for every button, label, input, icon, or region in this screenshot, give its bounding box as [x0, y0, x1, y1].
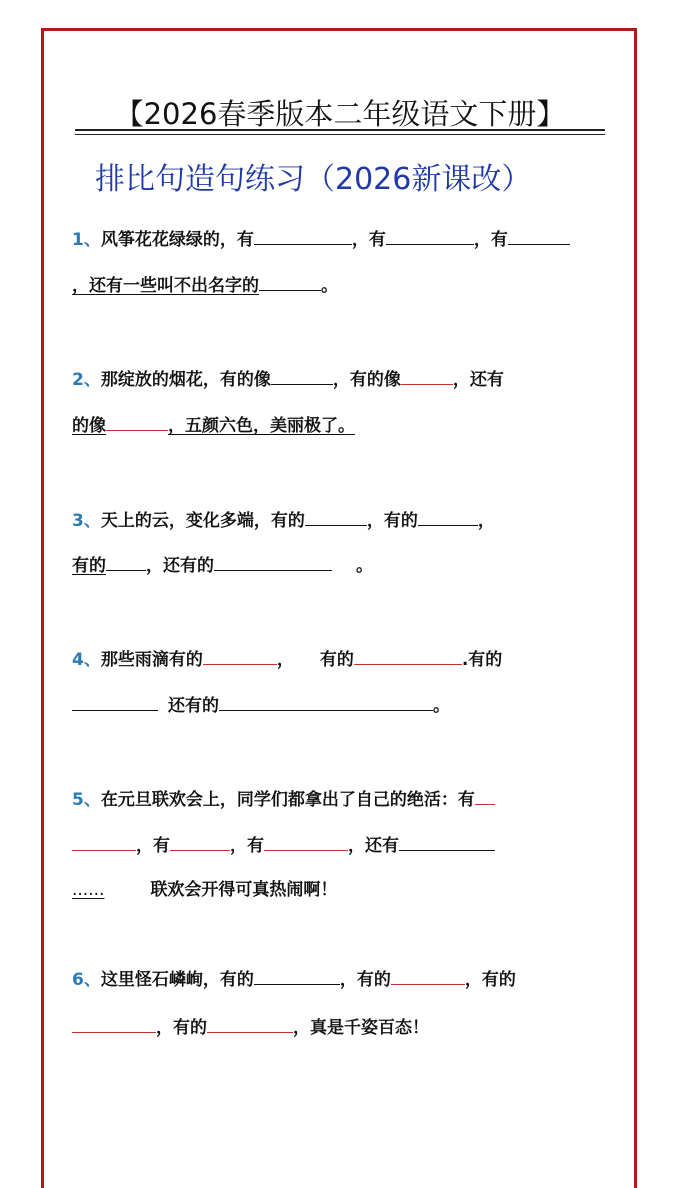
answer-blank[interactable]	[203, 646, 277, 665]
question-text: ，还有	[348, 836, 399, 856]
answer-blank[interactable]	[401, 366, 453, 385]
question-text: 。	[433, 696, 450, 716]
question-text: ，	[276, 650, 294, 670]
answer-blank[interactable]	[106, 552, 146, 571]
question-text: ，	[477, 511, 495, 531]
answer-blank[interactable]	[214, 552, 332, 571]
question-separator: 、	[83, 650, 101, 670]
question-number: 1	[72, 230, 84, 250]
question-text: 的像	[72, 416, 106, 436]
answer-blank[interactable]	[475, 786, 495, 805]
question-text: ，五颜六色，美丽极了。	[168, 416, 355, 436]
question-3-line-2	[72, 552, 373, 578]
question-5-line-1	[72, 786, 495, 812]
answer-blank[interactable]	[259, 272, 321, 291]
question-text: 在元旦联欢会上，同学们都拿出了自己的绝活：有	[100, 790, 475, 810]
title-double-rule-top	[75, 129, 605, 131]
answer-blank[interactable]	[305, 507, 367, 526]
answer-blank[interactable]	[399, 832, 495, 851]
question-text: ，还有	[452, 370, 504, 390]
question-2-line-1	[72, 366, 504, 392]
question-6-line-1	[72, 966, 516, 992]
question-separator: 、	[83, 511, 101, 531]
question-separator: 、	[83, 790, 101, 810]
question-text: ，还有一些叫不出名字的	[72, 276, 259, 296]
question-text: ，真是千姿百态！	[293, 1018, 429, 1038]
page-title: 【2026春季版本二年级语文下册】	[114, 97, 566, 131]
answer-blank[interactable]	[254, 966, 340, 985]
question-5-line-2	[72, 832, 495, 858]
answer-blank[interactable]	[264, 832, 348, 851]
question-1-line-2	[72, 272, 338, 298]
question-3-line-1	[72, 507, 495, 533]
question-text: ，有的	[339, 970, 391, 990]
title-double-rule-bottom	[75, 134, 605, 135]
question-text: 联欢会开得可真热闹啊！	[150, 880, 338, 900]
question-text: 有的	[72, 556, 106, 576]
question-number: 5	[72, 790, 84, 810]
question-text: ，有的	[366, 511, 418, 531]
answer-blank[interactable]	[219, 692, 433, 711]
question-separator: 、	[83, 970, 101, 990]
question-number: 2	[72, 370, 84, 390]
answer-blank[interactable]	[72, 832, 136, 851]
question-6-line-2	[72, 1014, 429, 1040]
answer-blank[interactable]	[72, 692, 158, 711]
question-text: 那绽放的烟花，有的像	[100, 370, 271, 390]
answer-blank[interactable]	[386, 226, 474, 245]
question-text: ......	[72, 880, 105, 900]
question-text: 有的	[319, 650, 354, 670]
question-text: 。	[356, 556, 373, 576]
question-number: 6	[72, 970, 84, 990]
question-4-line-1	[72, 646, 502, 672]
question-text: ，有的	[156, 1018, 207, 1038]
answer-blank[interactable]	[508, 226, 570, 245]
answer-blank[interactable]	[271, 366, 333, 385]
answer-blank[interactable]	[170, 832, 230, 851]
question-text: 。	[321, 276, 338, 296]
question-2-line-2	[72, 412, 355, 438]
answer-blank[interactable]	[106, 412, 168, 431]
page-subtitle: 排比句造句练习（2026新课改）	[95, 162, 532, 197]
question-text: ，有的	[464, 970, 516, 990]
question-5-line-3	[72, 878, 337, 902]
answer-blank[interactable]	[254, 226, 352, 245]
question-text: ，有的像	[332, 370, 401, 390]
question-text: 风筝花花绿绿的，有	[100, 230, 254, 250]
question-number: 3	[72, 511, 84, 531]
question-text: 天上的云，变化多端，有的	[100, 511, 305, 531]
question-text: ，有	[351, 230, 386, 250]
question-4-line-2	[72, 692, 450, 718]
answer-blank[interactable]	[207, 1014, 293, 1033]
answer-blank[interactable]	[354, 646, 462, 665]
answer-blank[interactable]	[391, 966, 465, 985]
question-text: 这里怪石嶙峋，有的	[100, 970, 254, 990]
question-separator: 、	[83, 370, 101, 390]
question-text: ，有	[136, 836, 170, 856]
question-text: .有的	[461, 650, 503, 670]
question-1-line-1	[72, 226, 570, 252]
question-text: 还有的	[168, 696, 219, 716]
question-text: 那些雨滴有的	[100, 650, 203, 670]
question-text: ，还有的	[146, 556, 214, 576]
question-text: ，有	[473, 230, 508, 250]
question-number: 4	[72, 650, 84, 670]
question-separator: 、	[83, 230, 101, 250]
question-text: ，有	[230, 836, 264, 856]
answer-blank[interactable]	[72, 1014, 156, 1033]
answer-blank[interactable]	[418, 507, 478, 526]
